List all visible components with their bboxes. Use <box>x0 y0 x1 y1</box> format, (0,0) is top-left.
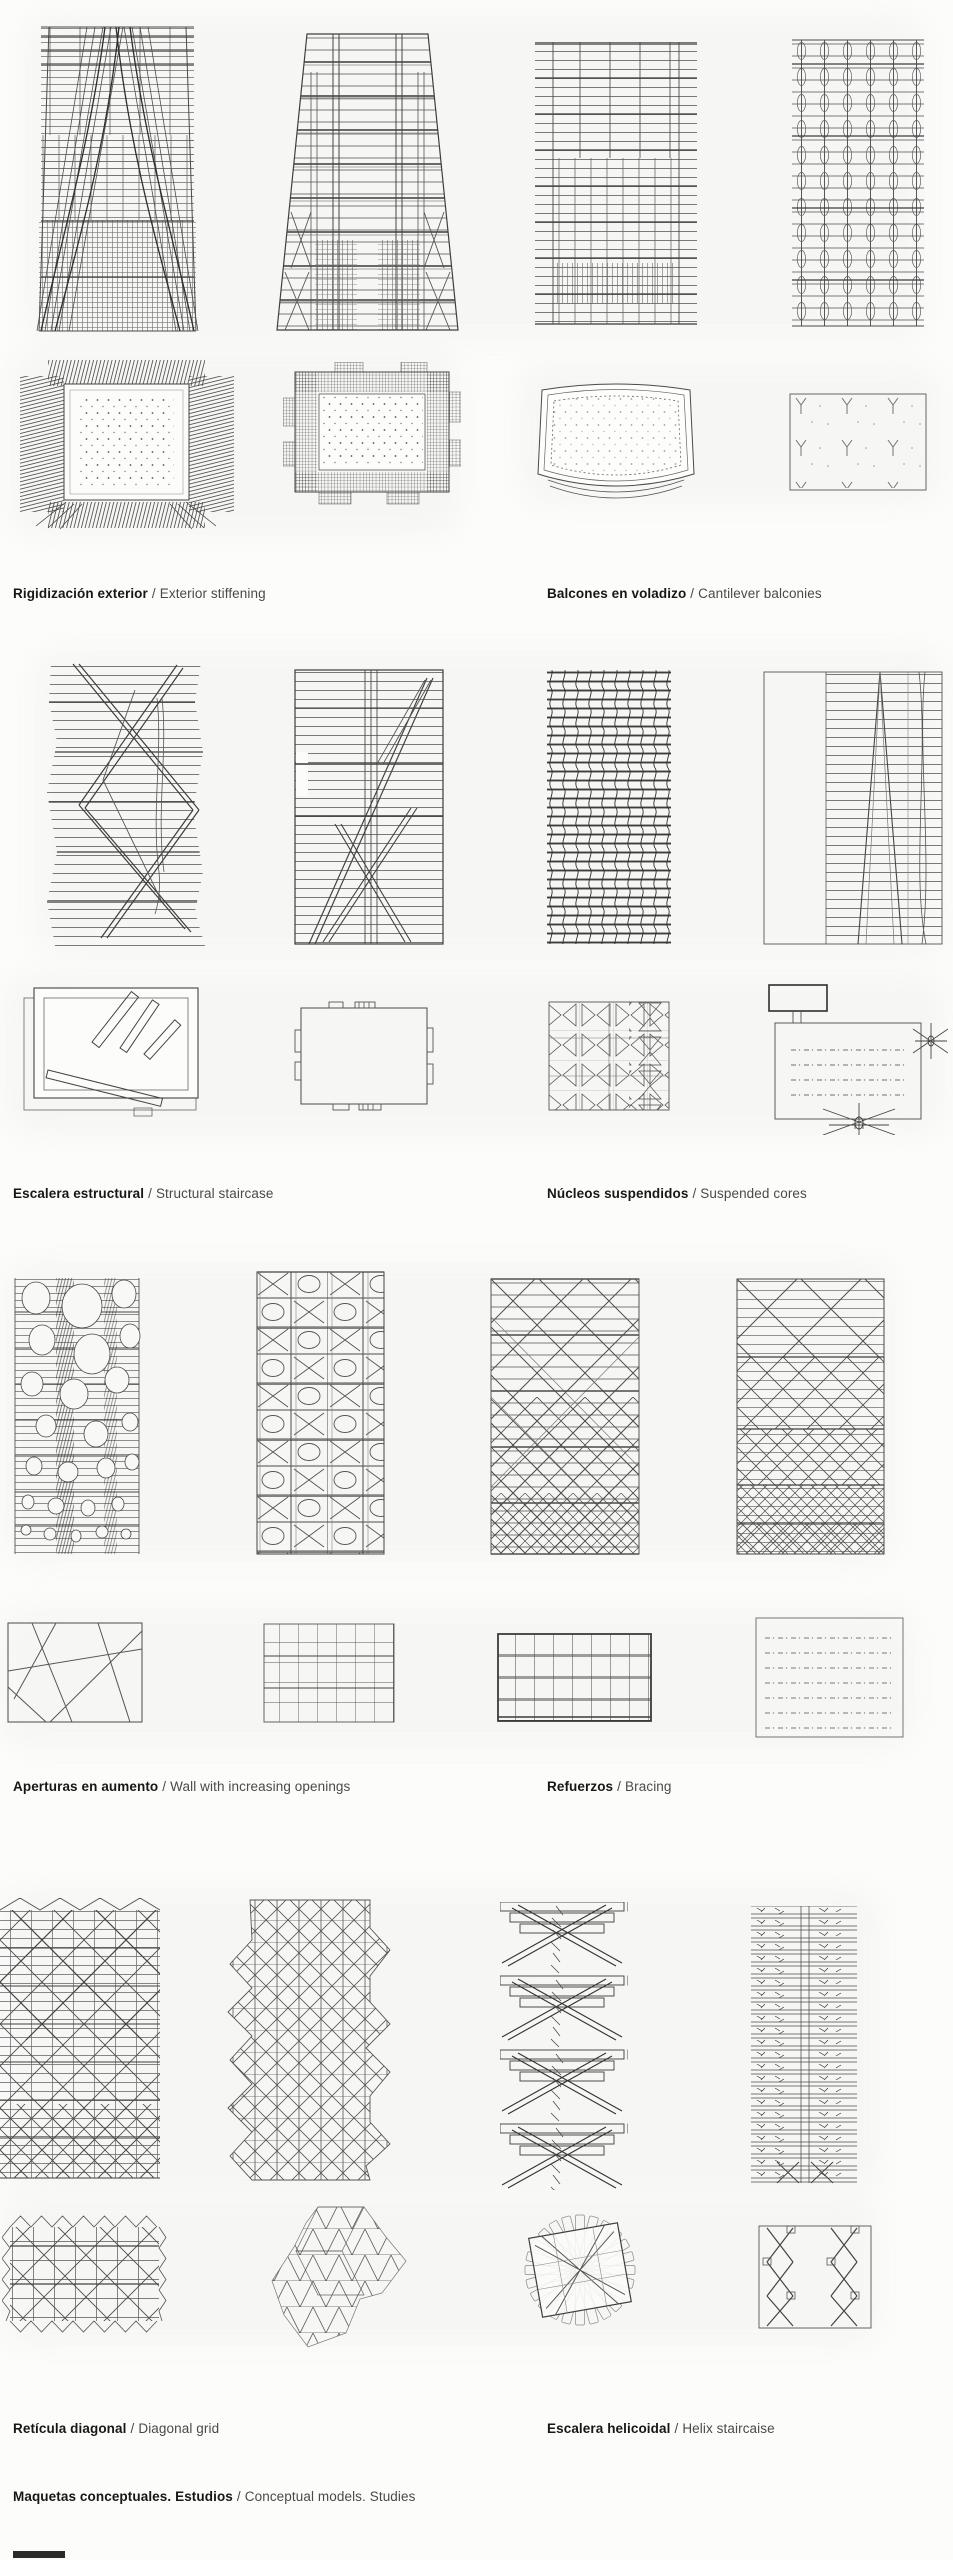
caption-es: Balcones en voladizo <box>547 586 687 601</box>
drawing-helix-staircase-plan-1 <box>512 2208 648 2332</box>
drawing-exterior-stiffening-elevation-1 <box>35 25 200 333</box>
caption-separator: / <box>236 2489 241 2504</box>
drawing-diagonal-grid-elevation-2 <box>222 1898 394 2182</box>
drawing-helix-staircase-elevation-2 <box>747 1904 864 2185</box>
drawing-cantilever-balconies-plan-1 <box>283 362 461 510</box>
caption-helix-staircase <box>547 2421 775 2437</box>
drawing-helix-staircase-elevation-1 <box>498 1900 630 2190</box>
caption-en: Suspended cores <box>700 1186 807 1201</box>
drawing-increasing-openings-elevation-1 <box>12 1276 143 1556</box>
drawing-bracing-elevation-1 <box>489 1277 641 1556</box>
drawing-helix-staircase-plan-2 <box>753 2222 877 2332</box>
drawing-suspended-cores-elevation-2 <box>762 670 944 946</box>
caption-en: Structural staircase <box>155 1186 274 1201</box>
drawing-bracing-elevation-2 <box>735 1277 886 1556</box>
caption-es: Escalera estructural <box>13 1186 145 1201</box>
caption-structural-staircase <box>13 1186 273 1202</box>
drawing-exterior-stiffening-plan <box>18 358 236 530</box>
caption-es: Refuerzos <box>547 1779 614 1794</box>
caption-cantilever-balconies <box>547 586 822 602</box>
drawing-cantilever-balconies-plan-2 <box>530 370 702 505</box>
drawing-increasing-openings-elevation-2 <box>255 1270 386 1556</box>
caption-en: Helix staircaise <box>682 2421 775 2436</box>
page-footer-caption <box>13 2489 415 2505</box>
caption-en: Cantilever balconies <box>698 586 822 601</box>
drawing-increasing-openings-plan-2 <box>260 1622 398 1724</box>
caption-en: Conceptual models. Studies <box>244 2489 416 2504</box>
drawing-structural-staircase-plan-2 <box>293 1000 438 1112</box>
drawing-suspended-cores-elevation-1 <box>545 668 673 946</box>
caption-separator: / <box>692 1186 697 1201</box>
caption-exterior-stiffening <box>13 586 266 602</box>
caption-suspended-cores <box>547 1186 807 1202</box>
drawing-cantilever-balconies-plan-3 <box>788 392 928 492</box>
caption-en: Exterior stiffening <box>159 586 266 601</box>
footer-mark <box>13 2551 65 2558</box>
caption-es: Escalera helicoidal <box>547 2421 671 2436</box>
drawing-structural-staircase-plan-1 <box>14 982 214 1122</box>
caption-separator: / <box>617 1779 622 1794</box>
drawing-structural-staircase-elevation-2 <box>293 668 445 946</box>
drawing-increasing-openings-plan-1 <box>6 1621 144 1724</box>
caption-bracing <box>547 1779 672 1795</box>
caption-es: Núcleos suspendidos <box>547 1186 689 1201</box>
caption-es: Maquetas conceptuales. Estudios <box>13 2489 233 2504</box>
caption-en: Diagonal grid <box>138 2421 220 2436</box>
drawing-suspended-cores-plan-1 <box>545 1000 673 1112</box>
drawing-diagonal-grid-elevation-1 <box>0 1898 162 2185</box>
caption-separator: / <box>690 586 695 601</box>
caption-en: Wall with increasing openings <box>170 1779 351 1794</box>
caption-es: Rigidización exterior <box>13 586 148 601</box>
drawing-bracing-plan-1 <box>496 1632 653 1723</box>
caption-diagonal-grid <box>13 2421 219 2437</box>
caption-separator: / <box>674 2421 679 2436</box>
drawing-exterior-stiffening-elevation-2 <box>275 32 460 332</box>
drawing-suspended-cores-plan-2 <box>763 983 948 1135</box>
drawing-diagonal-grid-plan-1 <box>2 2213 167 2335</box>
caption-increasing-openings <box>13 1779 350 1795</box>
caption-es: Retícula diagonal <box>13 2421 127 2436</box>
caption-separator: / <box>162 1779 167 1794</box>
drawing-diagonal-grid-plan-2 <box>248 2203 412 2351</box>
drawing-bracing-plan-2 <box>750 1616 907 1741</box>
caption-es: Aperturas en aumento <box>13 1779 159 1794</box>
drawing-structural-staircase-elevation-1 <box>45 662 207 946</box>
caption-separator: / <box>148 1186 152 1201</box>
caption-en: Bracing <box>625 1779 672 1794</box>
drawing-cantilever-balconies-elevation-1 <box>535 38 697 328</box>
caption-separator: / <box>130 2421 135 2436</box>
caption-separator: / <box>151 586 156 601</box>
drawing-cantilever-balconies-elevation-2 <box>790 38 926 328</box>
